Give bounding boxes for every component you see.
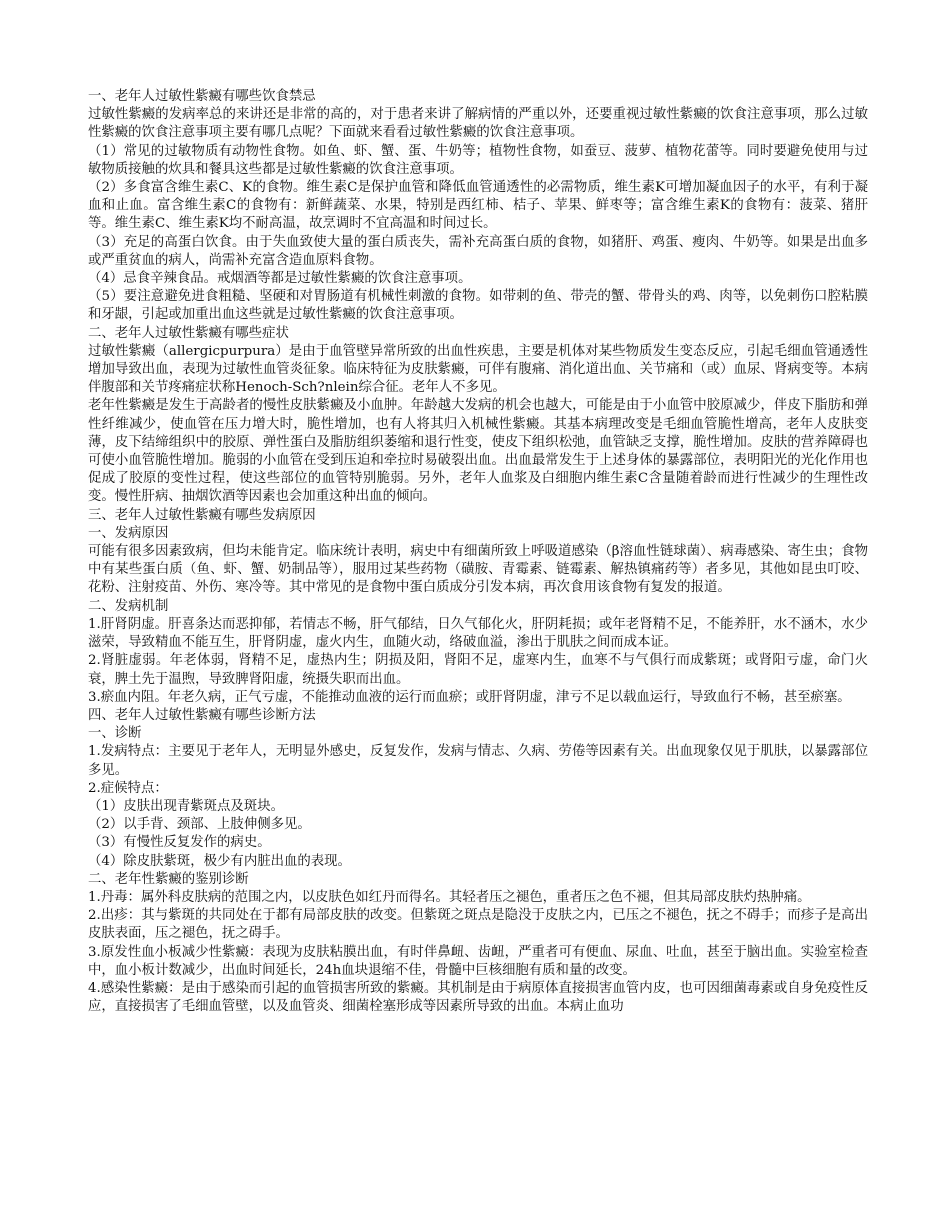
paragraph: 过敏性紫癜（allergicpurpura）是由于血管壁异常所致的出血性疾患，主要是机体对某些物质发生变态反应，引起毛细血管通透性增加导致出血，表现为过敏性血管炎征象。临床特征为皮肤紫癜，可伴有腹痛、消化道出血、关节痛和（或）血尿、肾病变等。本病伴腹部和关节疼痛症状称Henoch-Sch?nlein综合征。老年人不多见。 xyxy=(88,343,868,396)
subsection-heading: 一、发病原因 xyxy=(88,525,169,541)
paragraph: 1.丹毒：属外科皮肤病的范围之内，以皮肤色如红丹而得名。其轻者压之褪色，重者压之色不褪，但其局部皮肤灼热肿痛。 xyxy=(88,889,811,905)
list-item: （4）除皮肤紫斑，极少有内脏出血的表现。 xyxy=(88,853,351,869)
paragraph: 过敏性紫癜的发病率总的来讲还是非常的高的，对于患者来讲了解病情的严重以外，还要重视过敏性紫癜的饮食注意事项，那么过敏性紫癜的饮食注意事项主要有哪几点呢？下面就来看看过敏性紫癜的饮食注意事项。 xyxy=(88,107,868,141)
paragraph: 2.肾脏虚弱。年老体弱，肾精不足，虚热内生；阴损及阳，肾阳不足，虚寒内生，血寒不与气俱行而成紫斑；或肾阳亏虚，命门火衰，脾土先于温煦，导致脾肾阳虚，统摄失职而出血。 xyxy=(88,653,868,687)
list-item: （3）有慢性反复发作的病史。 xyxy=(88,835,271,851)
paragraph: 老年性紫癜是发生于高龄者的慢性皮肤紫癜及小血肿。年龄越大发病的机会也越大，可能是由于小血管中胶原减少，伴皮下脂肪和弹性纤维减少，使血管在压力增大时，脆性增加，也有人将其归入机械性紫癜。其基本病理改变是毛细血管脆性增高，老年人皮肤变薄，皮下结缔组织中的胶原、弹性蛋白及脂肪组织萎缩和退行性变，使皮下组织松弛，血管缺乏支撑，脆性增加。皮肤的营养障碍也可使小血管脆性增加。脆弱的小血管在受到压迫和牵拉时易破裂出血。出血最常发生于上述身体的暴露部位，表明阳光的光化作用也促成了胶原的变性过程，使这些部位的血管特别脆弱。另外，老年人血浆及白细胞内维生素C含量随着龄而进行性减少的生理性改变。慢性肝病、抽烟饮酒等因素也会加重这种出血的倾向。 xyxy=(88,398,868,505)
paragraph: （5）要注意避免进食粗糙、坚硬和对胃肠道有机械性刺激的食物。如带刺的鱼、带壳的蟹、带骨头的鸡、肉等，以免刺伤口腔粘膜和牙龈，引起或加重出血这些就是过敏性紫癜的饮食注意事项。 xyxy=(88,289,868,323)
section-heading: 四、老年人过敏性紫癜有哪些诊断方法 xyxy=(88,707,316,723)
paragraph: 可能有很多因素致病，但均未能肯定。临床统计表明，病史中有细菌所致上呼吸道感染（β溶血性链球菌）、病毒感染、寄生虫；食物中有某些蛋白质（鱼、虾、蟹、奶制品等），服用过某些药物（磺胺、青霉素、链霉素、解热镇痛药等）者多见，其他如昆虫叮咬、花粉、注射疫苗、外伤、寒冷等。其中常见的是食物中蛋白质成分引发本病，再次食用该食物有复发的报道。 xyxy=(88,544,868,596)
list-item: （2）以手背、颈部、上肢伸侧多见。 xyxy=(88,817,311,833)
paragraph: （4）忌食辛辣食品。戒烟酒等都是过敏性紫癜的饮食注意事项。 xyxy=(88,271,472,287)
paragraph: 2.出疹：其与紫斑的共同处在于都有局部皮肤的改变。但紫斑之斑点是隐没于皮肤之内，已压之不褪色，抚之不碍手；而疹子是高出皮肤表面，压之褪色，抚之碍手。 xyxy=(88,908,868,942)
subsection-heading: 一、诊断 xyxy=(88,726,142,742)
section-heading: 一、老年人过敏性紫癜有哪些饮食禁忌 xyxy=(88,89,316,104)
section-heading: 二、老年人过敏性紫癜有哪些症状 xyxy=(88,325,289,341)
document-body xyxy=(88,88,868,1016)
subsection-heading: 二、发病机制 xyxy=(88,598,169,614)
paragraph: （3）充足的高蛋白饮食。由于失血致使大量的蛋白质丧失，需补充高蛋白质的食物，如猪肝、鸡蛋、瘦肉、牛奶等。如果是出血多或严重贫血的病人，尚需补充富含造血原料食物。 xyxy=(88,234,868,268)
subsection-heading: 二、老年性紫癜的鉴别诊断 xyxy=(88,871,249,887)
paragraph: 3.原发性血小板减少性紫癜：表现为皮肤粘膜出血，有时伴鼻衄、齿衄，严重者可有便血、尿血、吐血，甚至于脑出血。实验室检查中，血小板计数减少，出血时间延长，24h血块退缩不佳，骨髓中巨核细胞有质和量的改变。 xyxy=(88,944,868,978)
paragraph: 4.感染性紫癜：是由于感染而引起的血管损害所致的紫癜。其机制是由于病原体直接损害血管内皮，也可因细菌毒素或自身免疫性反应，直接损害了毛细血管壁，以及血管炎、细菌栓塞形成等因素所导致的出血。本病止血功 xyxy=(88,980,868,1015)
paragraph: 1.发病特点：主要见于老年人，无明显外感史，反复发作，发病与情志、久病、劳倦等因素有关。出血现象仅见于肌肤，以暴露部位多见。 xyxy=(88,744,868,778)
paragraph: 1.肝肾阴虚。肝喜条达而恶抑郁，若情志不畅，肝气郁结，日久气郁化火，肝阴耗损；或年老肾精不足，不能养肝，水不涵木，水少滋荣，导致精血不能互生，肝肾阴虚，虚火内生，血随火动，络破血溢，渗出于肌肤之间而成本证。 xyxy=(88,616,868,651)
section-heading: 三、老年人过敏性紫癜有哪些发病原因 xyxy=(88,507,316,523)
paragraph: 2.症候特点： xyxy=(88,780,168,796)
paragraph: 3.瘀血内阻。年老久病，正气亏虚，不能推动血液的运行而血瘀；或肝肾阴虚，津亏不足以载血运行，导致血行不畅，甚至瘀塞。 xyxy=(88,689,851,705)
paragraph: （2）多食富含维生素C、K的食物。维生素C是保护血管和降低血管通透性的必需物质，维生素K可增加凝血因子的水平，有利于凝血和止血。富含维生素C的食物有：新鲜蔬菜、水果，特别是西红柿、桔子、苹果、鲜枣等；富含维生素K的食物有：菠菜、猪肝等。维生素C、维生素K均不耐高温，故烹调时不宜高温和时间过长。 xyxy=(88,180,868,232)
list-item: （1）皮肤出现青紫斑点及斑块。 xyxy=(88,798,284,814)
paragraph: （1）常见的过敏物质有动物性食物。如鱼、虾、蟹、蛋、牛奶等；植物性食物，如蚕豆、菠萝、植物花蕾等。同时要避免使用与过敏物质接触的炊具和餐具这些都是过敏性紫癜的饮食注意事项。 xyxy=(88,143,868,177)
